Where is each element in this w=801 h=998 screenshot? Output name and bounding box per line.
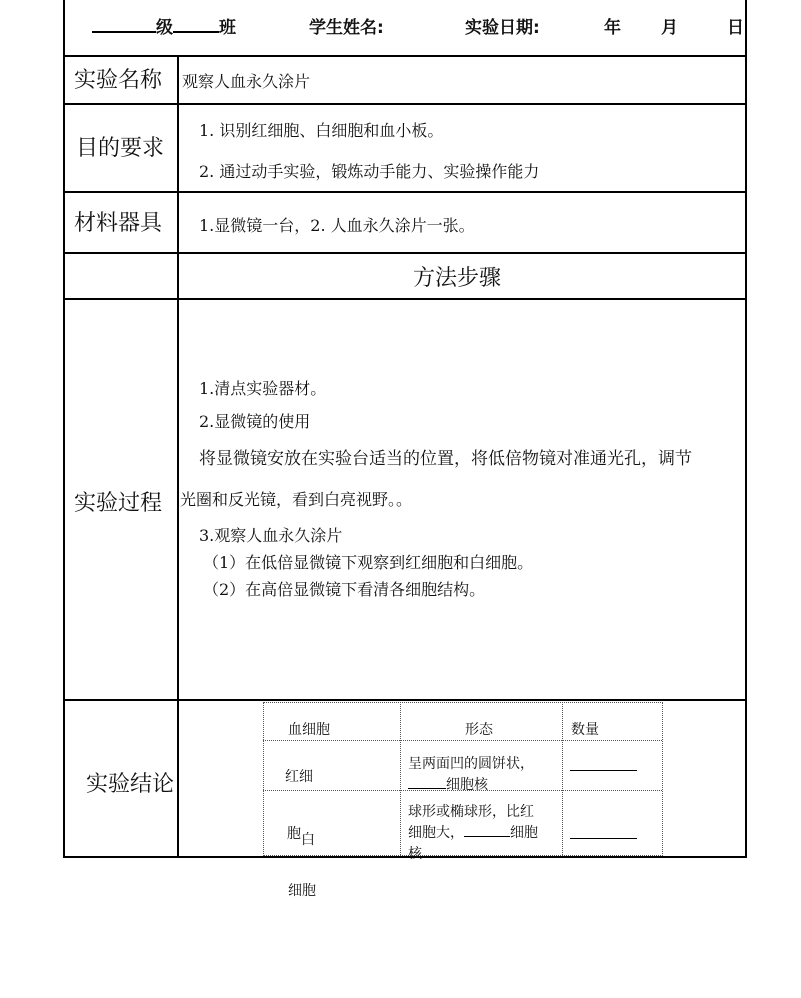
class-label: 班 bbox=[219, 18, 236, 38]
month-label: 月 bbox=[661, 18, 678, 38]
white-cell-shape-c: 核 bbox=[408, 846, 422, 862]
row-divider bbox=[63, 298, 747, 300]
frame-left bbox=[63, 0, 65, 858]
process-step-3-1: （1）在低倍显微镜下观察到红细胞和白细胞。 bbox=[203, 553, 534, 572]
overflow-text: 细胞 bbox=[288, 883, 316, 899]
row-divider bbox=[63, 103, 747, 105]
process-step-1: 1.清点实验器材。 bbox=[199, 379, 327, 398]
year-label: 年 bbox=[604, 18, 621, 38]
table-header-cell: 血细胞 bbox=[288, 722, 330, 738]
inner-table-col bbox=[562, 702, 563, 855]
day-label: 日 bbox=[727, 18, 744, 38]
white-cell-name: 胞白 bbox=[287, 826, 315, 848]
goal-label: 目的要求 bbox=[76, 136, 165, 161]
grade-label: 级 bbox=[156, 18, 173, 38]
process-step-2: 2.显微镜的使用 bbox=[199, 412, 311, 431]
white-count-blank[interactable] bbox=[570, 826, 637, 839]
process-step-3-2: （2）在高倍显微镜下看清各细胞结构。 bbox=[203, 580, 486, 599]
materials-label: 材料器具 bbox=[74, 211, 163, 236]
goal-item-1: 1. 识别红细胞、白细胞和血小板。 bbox=[199, 121, 444, 140]
red-nucleus-blank[interactable] bbox=[408, 774, 446, 789]
table-header-shape: 形态 bbox=[465, 722, 493, 738]
process-step-3: 3.观察人血永久涂片 bbox=[199, 526, 343, 545]
row-divider bbox=[63, 191, 747, 193]
frame-right bbox=[745, 0, 747, 858]
goal-item-2: 2. 通过动手实验，锻炼动手能力、实验操作能力 bbox=[199, 162, 540, 181]
process-step-2-text-b: 光圈和反光镜，看到白亮视野。。 bbox=[180, 490, 413, 509]
conclusion-label: 实验结论 bbox=[86, 772, 175, 797]
row-divider bbox=[63, 699, 747, 701]
frame-bottom bbox=[63, 856, 747, 858]
materials-value: 1.显微镜一台，2. 人血永久涂片一张。 bbox=[199, 216, 475, 235]
white-nucleus-blank[interactable] bbox=[464, 822, 510, 837]
table-header-count: 数量 bbox=[571, 722, 599, 738]
process-label: 实验过程 bbox=[74, 491, 163, 516]
inner-table-row bbox=[263, 740, 662, 741]
col-divider bbox=[177, 56, 179, 858]
experiment-name-label: 实验名称 bbox=[74, 68, 163, 93]
red-cell-shape-a: 呈两面凹的圆饼状， bbox=[408, 756, 534, 772]
student-name-label: 学生姓名: bbox=[309, 18, 384, 38]
row-divider bbox=[63, 252, 747, 254]
white-cell-shape-b: 细胞大， 细胞 bbox=[408, 822, 538, 842]
red-count-blank[interactable] bbox=[570, 758, 637, 771]
white-cell-shape-a: 球形或椭球形，比红 bbox=[408, 804, 534, 820]
process-step-2-text-a: 将显微镜安放在实验台适当的位置，将低倍物镜对准通光孔，调节 bbox=[199, 449, 692, 469]
method-title: 方法步骤 bbox=[413, 266, 502, 291]
inner-table-col bbox=[400, 702, 401, 855]
red-cell-shape-b: 细胞核 bbox=[408, 774, 488, 794]
row-divider bbox=[63, 55, 747, 57]
grade-blank[interactable] bbox=[92, 17, 156, 33]
experiment-name-value: 观察人血永久涂片 bbox=[182, 72, 311, 91]
experiment-date-label: 实验日期: bbox=[465, 18, 540, 38]
class-blank[interactable] bbox=[173, 17, 219, 33]
header-row bbox=[92, 13, 236, 38]
red-cell-name: 红细 bbox=[285, 769, 313, 785]
